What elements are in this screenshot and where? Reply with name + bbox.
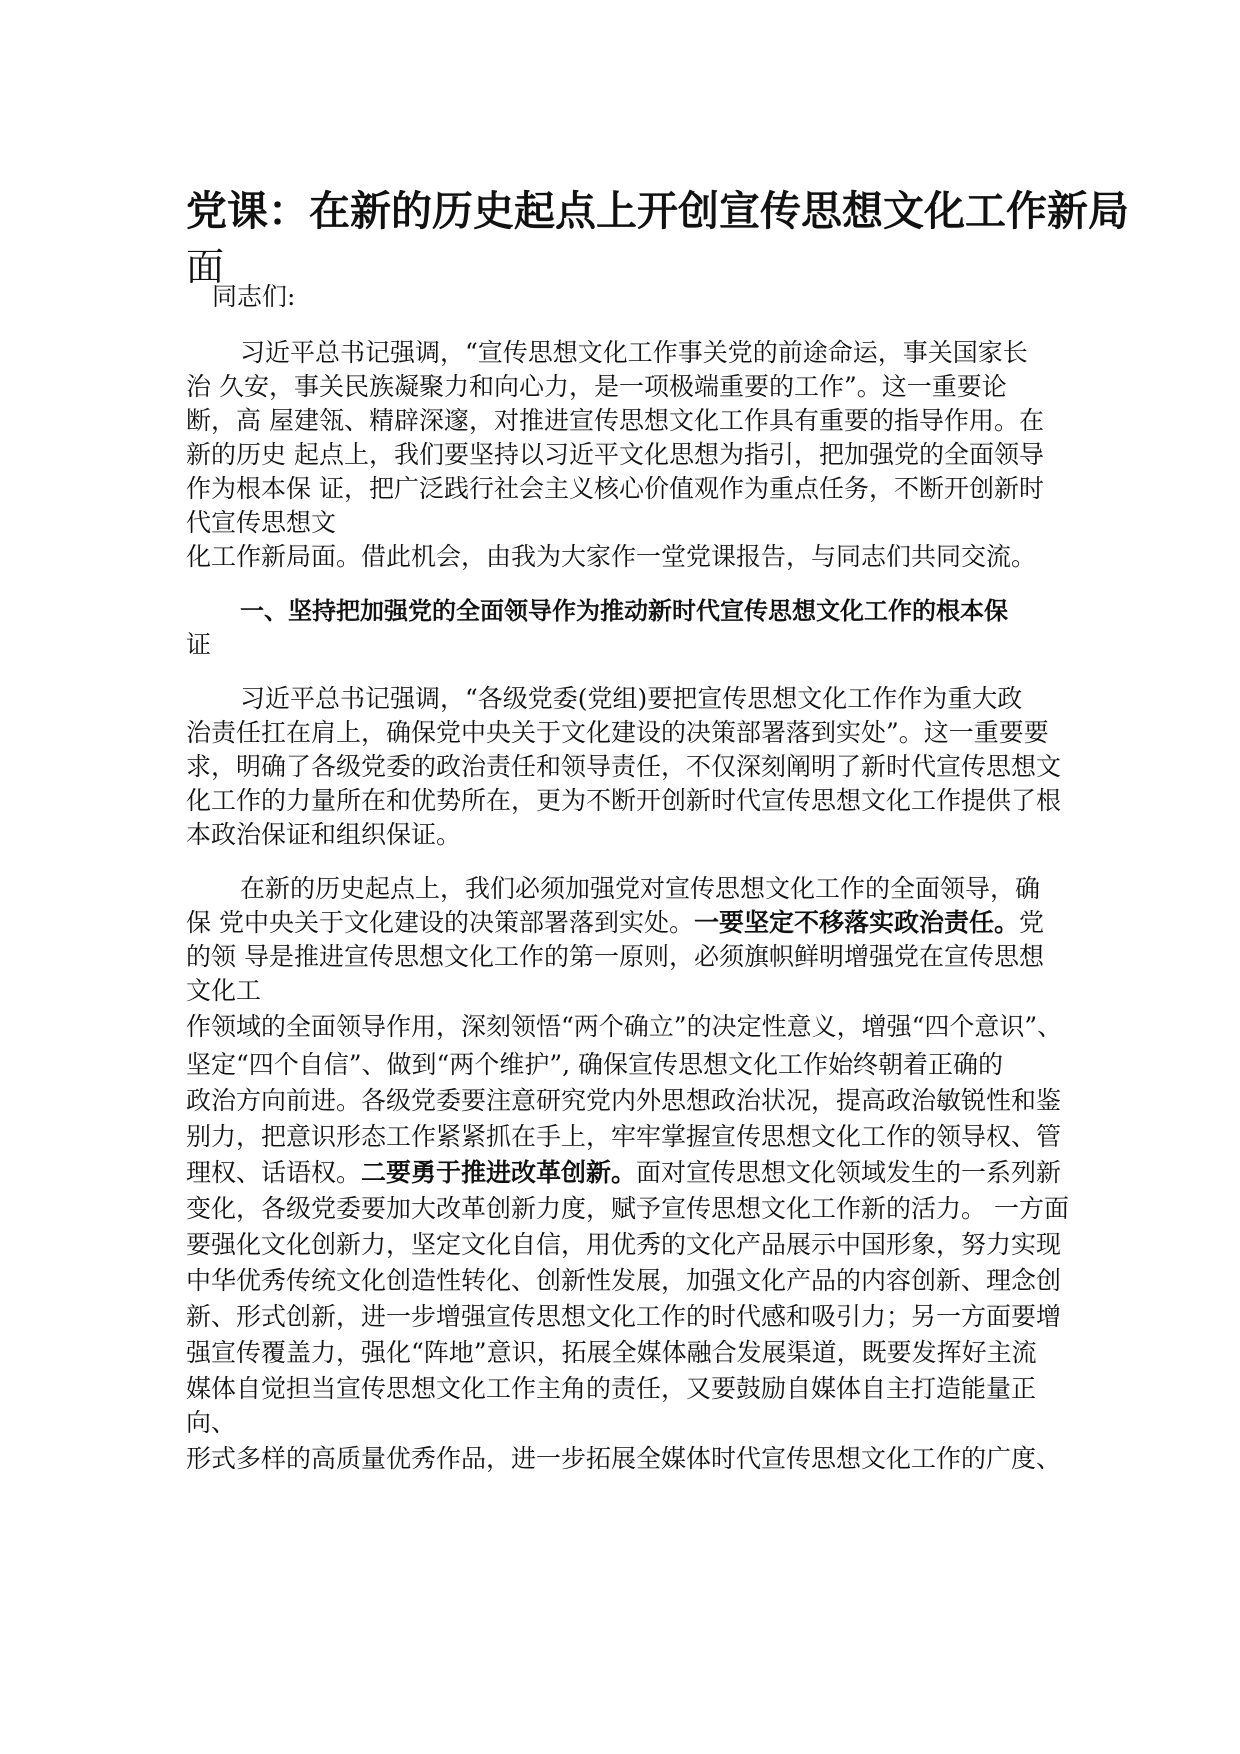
para3-line: 形式多样的高质量优秀作品，进一步拓展全媒体时代宣传思想文化工作的广度、 [186,1444,1062,1473]
para3-line: 在新的历史起点上，我们必须加强党对宣传思想文化工作的全面领导，确 [240,874,1041,903]
para3-text: 理权、话语权。 [186,1158,362,1187]
document-title: 党课：在新的历史起点上开创宣传思想文化工作新局 [186,187,1129,235]
para3-line: 的领 导是推进宣传思想文化工作的第一原则，必须旗帜鲜明增强党在宣传思想 [186,942,1044,971]
para3-line: 向、 [186,1408,237,1437]
para3-line: 别力，把意识形态工作紧紧抓在手上，牢牢掌握宣传思想文化工作的领导权、管 [186,1122,1062,1151]
para1-line: 新的历史 起点上，我们要坚持以习近平文化思想为指引，把加强党的全面领导 [186,440,1044,469]
bold-point-1: 一要坚定不移落实政治责任。 [693,908,1019,937]
para3-line [186,1156,1061,1190]
para3-text: 面对宣传思想文化领域发生的一系列新 [636,1158,1062,1187]
para1-line: 作为根本保 证，把广泛践行社会主义核心价值观作为重点任务，不断开创新时 [186,474,1044,503]
bold-point-2: 二要勇于推进改革创新。 [361,1158,637,1187]
para3-line: 强宣传覆盖力，强化“阵地”意识，拓展全媒体融合发展渠道，既要发挥好主流 [186,1338,1037,1367]
para3-line: 坚定“四个自信”、做到“两个维护”, 确保宣传思想文化工作始终朝着正确的 [186,1050,1004,1079]
para3-line: 新、形式创新，进一步增强宣传思想文化工作的时代感和吸引力；另一方面要增 [186,1302,1062,1331]
para3-line [186,906,1044,940]
para3-text: 党 [1018,908,1044,937]
para3-line: 政治方向前进。各级党委要注意研究党内外思想政治状况，提高政治敏锐性和鉴 [186,1086,1062,1115]
para1-line: 治 久安，事关民族凝聚力和向心力，是一项极端重要的工作”。这一重要论 [186,372,1007,401]
section-heading-continuation: 证 [186,630,212,659]
document-title-continuation: 面 [186,245,225,289]
para2-line: 化工作的力量所在和优势所在，更为不断开创新时代宣传思想文化工作提供了根 [186,786,1062,815]
para3-line: 文化工 [186,976,262,1005]
para1-line: 化工作新局面。借此机会，由我为大家作一堂党课报告，与同志们共同交流。 [186,542,1037,571]
para3-line: 媒体自觉担当宣传思想文化工作主角的责任，又要鼓励自媒体自主打造能量正 [186,1374,1037,1403]
para2-line: 求，明确了各级党委的政治责任和领导责任，不仅深刻阐明了新时代宣传思想文 [186,752,1062,781]
greeting: 同志们: [212,282,296,311]
para2-line: 习近平总书记强调，“各级党委(党组)要把宣传思想文化工作作为重大政 [240,684,1023,713]
para3-line: 要强化文化创新力，坚定文化自信，用优秀的文化产品展示中国形象，努力实现 [186,1230,1062,1259]
para2-line: 治责任扛在肩上，确保党中央关于文化建设的决策部署落到实处”。这一重要要 [186,718,1049,747]
para1-line: 代宣传思想文 [186,508,337,537]
para1-line: 断，高 屋建瓴、精辟深邃，对推进宣传思想文化工作具有重要的指导作用。在 [186,406,1044,435]
para2-line: 本政治保证和组织保证。 [186,820,462,849]
para3-line: 中华优秀传统文化创造性转化、创新性发展，加强文化产品的内容创新、理念创 [186,1266,1062,1295]
para3-line: 变化，各级党委要加大改革创新力度，赋予宣传思想文化工作新的活力。 一方面 [186,1194,1069,1223]
para3-line: 作领域的全面领导作用，深刻领悟“两个确立”的决定性意义，增强“四个意识”、 [186,1012,1063,1041]
para3-text: 保 党中央关于文化建设的决策部署落到实处。 [186,908,694,937]
para1-line: 习近平总书记强调，“宣传思想文化工作事关党的前途命运，事关国家长 [240,338,1028,367]
section-heading: 一、坚持把加强党的全面领导作为推动新时代宣传思想文化工作的根本保 [240,597,1008,625]
